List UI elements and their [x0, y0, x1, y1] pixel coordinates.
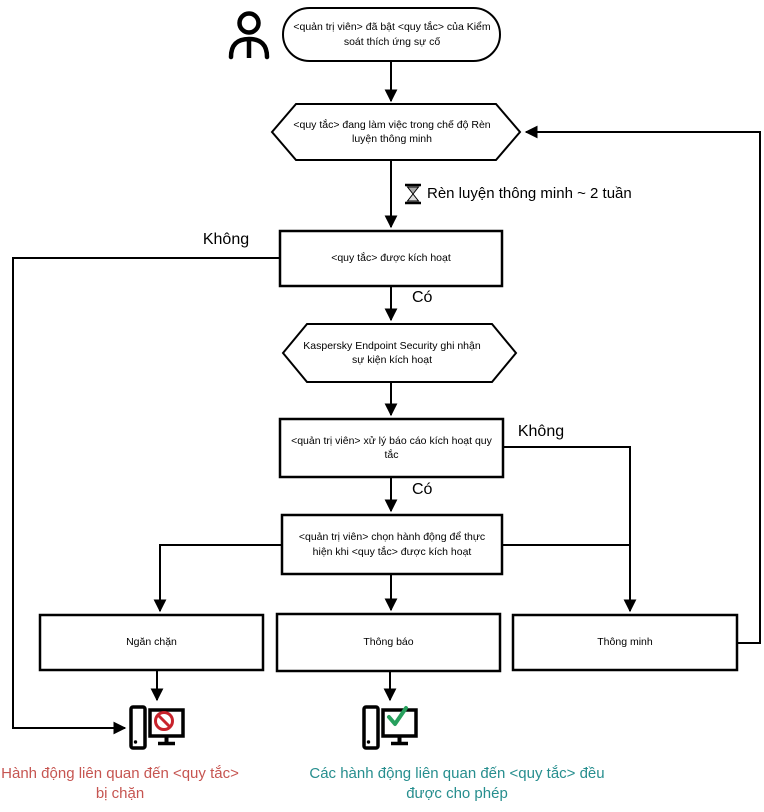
edge-label-yes-2: Có — [412, 481, 433, 498]
action-notify-label: Thông báo — [363, 636, 414, 649]
blocked-caption: Hành động liên quan đến <quy tắc> bị chặn — [1, 765, 239, 803]
admin-chooses-label: <quản trị viên> chọn hành động để thực hiện khi <quy tắc> được kích hoạt — [298, 531, 486, 558]
edge-label-no-left: Không — [202, 231, 250, 248]
computer-blocked-icon — [131, 707, 183, 748]
admin-processes-label: <quản trị viên> xử lý báo cáo kích hoạt quy tắc — [291, 434, 492, 461]
edge-label-yes-1: Có — [412, 289, 433, 306]
edge-feedback-smart-to-training — [526, 132, 760, 643]
kes-logs-label: Kaspersky Endpoint Security ghi nhận sự kiện kích hoạt — [303, 339, 481, 366]
person-icon — [231, 14, 267, 59]
rule-triggered-label: <quy tắc> được kích hoạt — [331, 252, 451, 265]
hourglass-icon — [405, 185, 421, 203]
edge-admin-no-to-smart — [503, 447, 630, 611]
action-smart-label: Thông minh — [597, 636, 653, 649]
computer-allowed-icon — [364, 707, 416, 748]
start-node-label: <quản trị viên> đã bật <quy tắc> của Kiểm soát thích ứng sự cố — [293, 21, 491, 48]
edge-label-no-right: Không — [517, 423, 565, 440]
allowed-caption: Các hành động liên quan đến <quy tắc> đều được cho phép — [309, 765, 605, 803]
training-mode-label: <quy tắc> đang làm việc trong chế độ Rèn luyện thông minh — [293, 118, 491, 145]
edge-choose-to-block — [160, 545, 282, 611]
training-duration-label: Rèn luyện thông minh ~ 2 tuần — [427, 185, 632, 202]
action-block-label: Ngăn chặn — [126, 636, 177, 649]
